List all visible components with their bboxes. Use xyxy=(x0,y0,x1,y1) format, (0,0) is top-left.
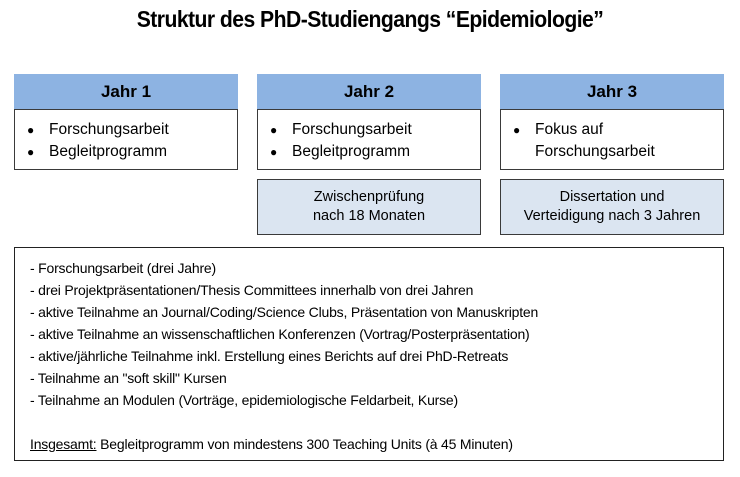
detail-line: - aktive Teilnahme an Journal/Coding/Science Clubs, Präsentation von Manuskripten xyxy=(30,304,539,320)
spacer xyxy=(30,411,723,433)
bullet-icon: ● xyxy=(270,145,278,159)
detail-line: - aktive Teilnahme an wissenschaftlichen Konferenzen (Vortrag/Posterpräsentation) xyxy=(30,326,530,342)
list-item: ● Forschungsarbeit xyxy=(258,119,480,141)
bullet-icon: ● xyxy=(270,123,278,137)
year-2-milestone xyxy=(257,179,481,235)
milestone-line: Dissertation und xyxy=(559,189,665,205)
year-2-header: Jahr 2 xyxy=(257,74,481,109)
year-1-header: Jahr 1 xyxy=(14,74,238,109)
summary-text: Begleitprogramm von mindestens 300 Teaching Units (à 45 Minuten) xyxy=(96,436,513,452)
list-item: ● Fokus auf Forschungsarbeit xyxy=(501,119,723,163)
year-3-list xyxy=(500,109,724,170)
summary-label: Insgesamt: xyxy=(30,436,97,452)
program-details-box xyxy=(14,247,724,461)
detail-line: - Teilnahme an "soft skill" Kursen xyxy=(30,370,227,386)
bullet-icon: ● xyxy=(27,123,35,137)
detail-line: - Teilnahme an Modulen (Vorträge, epidemiologische Feldarbeit, Kurse) xyxy=(30,392,458,408)
detail-line: - Forschungsarbeit (drei Jahre) xyxy=(30,260,216,276)
list-item: ● Begleitprogramm xyxy=(15,141,237,163)
detail-line: - drei Projektpräsentationen/Thesis Committees innerhalb von drei Jahren xyxy=(30,282,474,298)
milestone-line: Verteidigung nach 3 Jahren xyxy=(523,208,701,224)
year-2-list xyxy=(257,109,481,170)
year-3-header: Jahr 3 xyxy=(500,74,724,109)
summary-line xyxy=(30,433,723,455)
year-1-list xyxy=(14,109,238,170)
bullet-icon: ● xyxy=(27,145,35,159)
milestone-line: Zwischenprüfung xyxy=(313,189,425,205)
milestone-line: nach 18 Monaten xyxy=(312,208,426,224)
list-item: ● Begleitprogramm xyxy=(258,141,480,163)
bullet-icon: ● xyxy=(513,123,521,137)
detail-line: - aktive/jährliche Teilnahme inkl. Erstellung eines Berichts auf drei PhD-Retreats xyxy=(30,348,509,364)
list-item: ● Forschungsarbeit xyxy=(15,119,237,141)
diagram-title: Struktur des PhD-Studiengangs “Epidemiologie” xyxy=(136,6,604,32)
year-3-milestone xyxy=(500,179,724,235)
